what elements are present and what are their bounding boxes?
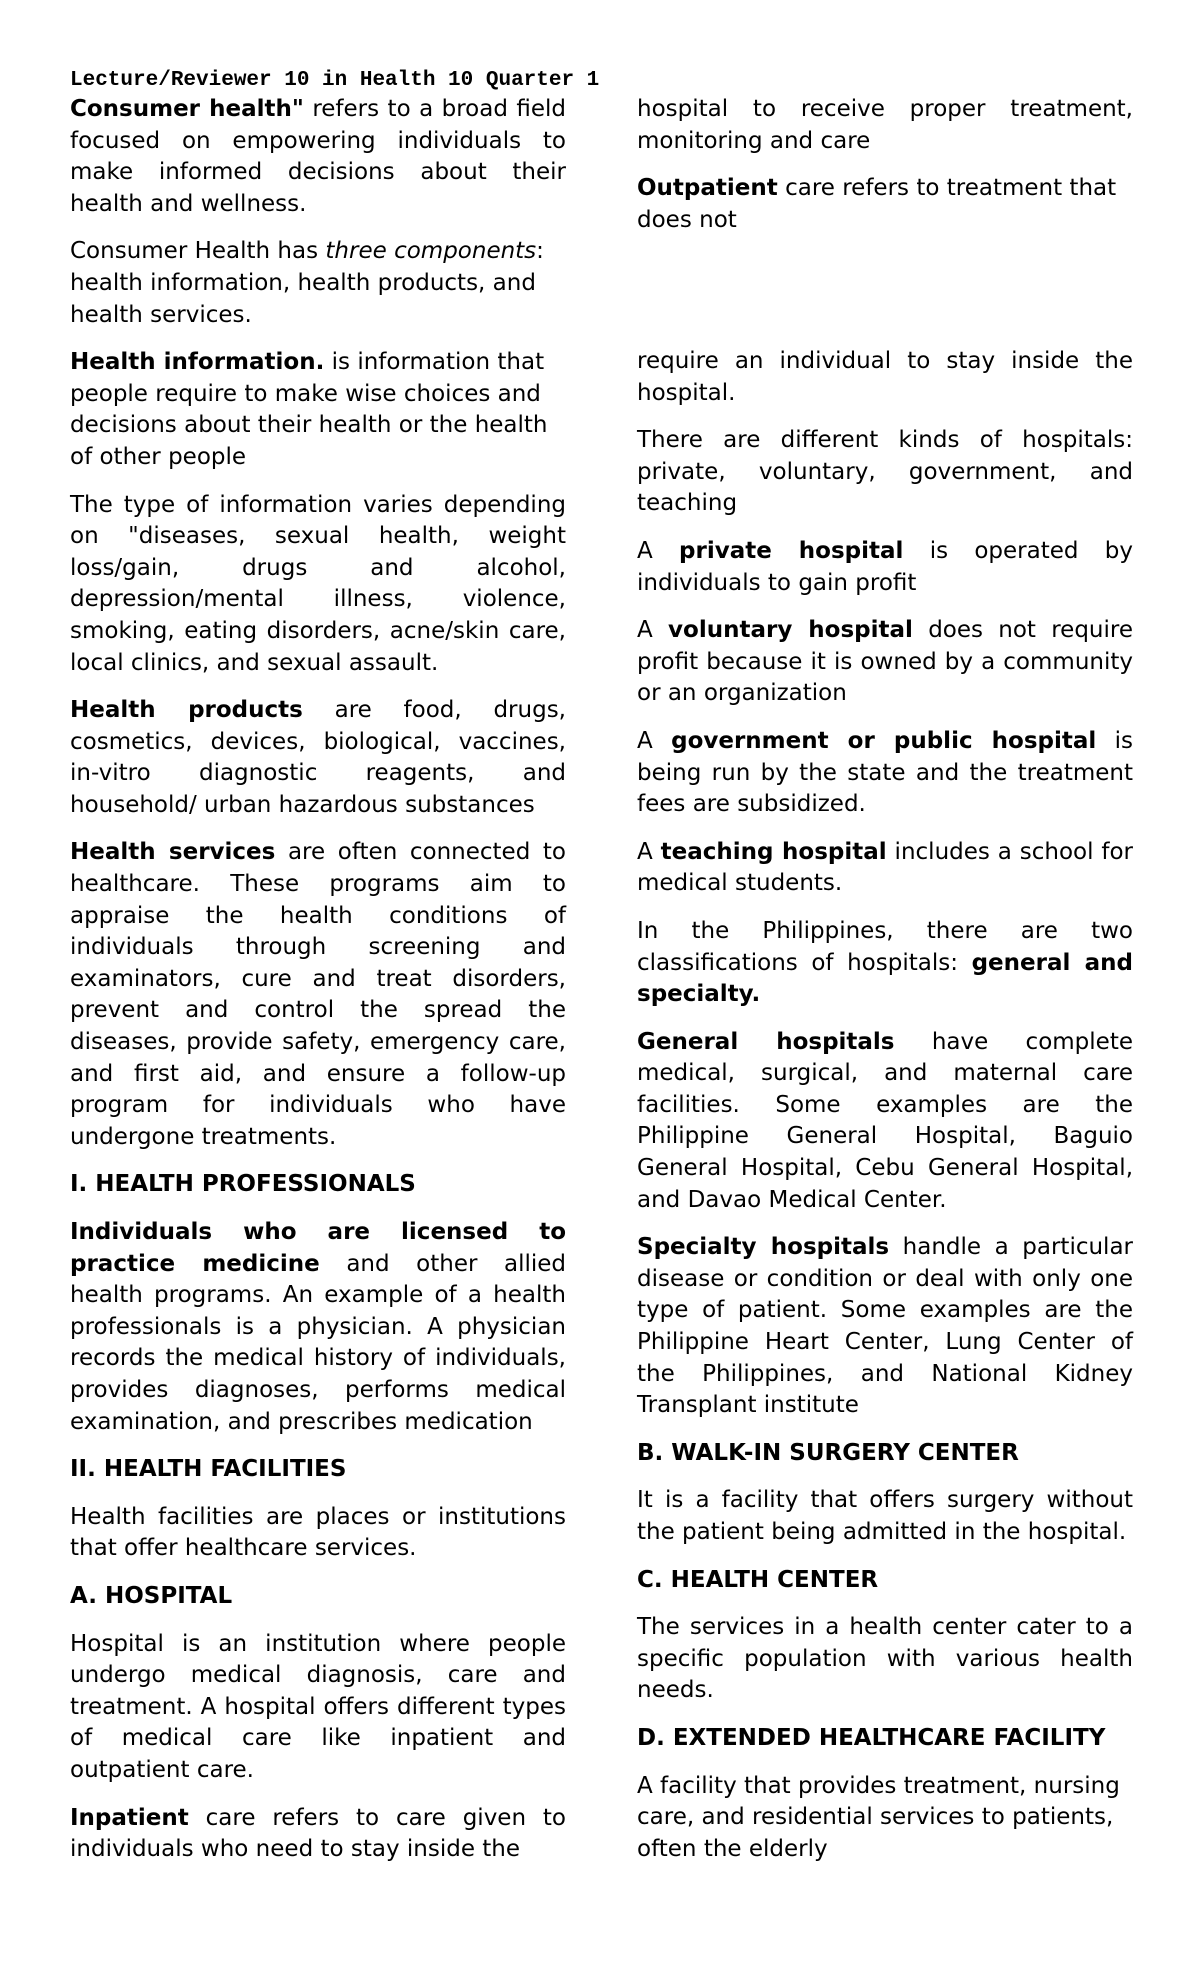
outpatient-term: Outpatient (637, 175, 778, 202)
classifications-term: general and specialty. (637, 949, 1133, 1008)
inpatient-text: care refers to care given to individuals who need to stay inside the (70, 1804, 566, 1863)
government-hospital-text: is being run by the state and the treatment fees are subsidized. (637, 727, 1134, 818)
voluntary-hospital-term: voluntary hospital (668, 617, 913, 644)
specialty-hospitals-term: Specialty hospitals (637, 1234, 890, 1261)
teaching-hospital-lead: A (637, 838, 661, 865)
health-center-text: The services in a health center cater to a specific population with various health needs. (637, 1614, 1133, 1704)
walk-in-surgery-text: It is a facility that offers surgery without the patient being admitted in the hospital. (637, 1487, 1133, 1545)
teaching-hospital-term: teaching hospital (660, 838, 887, 865)
right-column (637, 346, 1133, 1881)
health-professionals-paragraph (70, 1217, 566, 1438)
hospital-heading: A. HOSPITAL (70, 1582, 233, 1609)
voluntary-hospital-paragraph (637, 615, 1133, 710)
consumer-health-text: refers to a broad field focused on empowering individuals to make informed decisions about their health and wellness. (70, 96, 566, 217)
outpatient-continued-text: require an individual to stay inside the hospital. (637, 348, 1133, 406)
general-hospitals-term: General hospitals (637, 1028, 895, 1055)
private-hospital-paragraph (637, 536, 1133, 599)
health-professionals-text: and other allied health programs. An example of a health professionals is a physician. A physician records the medical history of individuals, provides diagnoses, performs medical examination, and prescribes medication (70, 1250, 567, 1435)
government-hospital-paragraph (637, 726, 1133, 821)
components-emphasis: three components (325, 238, 537, 265)
outpatient-text: care refers to treatment that does not (637, 175, 1117, 233)
page-header: Lecture/Reviewer 10 in Health 10 Quarter 1 (70, 69, 600, 92)
extended-healthcare-text: A facility that provides treatment, nursing care, and residential services to patients, often the elderly (637, 1772, 1120, 1862)
components-text: : health information, health products, and health services. (70, 238, 544, 328)
information-types-text: The type of information varies depending on "diseases, sexual health, weight loss/gain, drugs and alcohol, depression/mental illness, violence, smoking, eating disorders, acne/skin care, local clinics, and sexual assault. (70, 491, 566, 676)
hospital-kinds-text: There are different kinds of hospitals: private, voluntary, government, and teaching (637, 427, 1133, 517)
hospital-paragraph (70, 1629, 566, 1787)
health-facilities-text: Health facilities are places or institutions that offer healthcare services. (70, 1503, 566, 1562)
licensed-individuals-term: Individuals who are licensed to practice medicine (70, 1219, 566, 1277)
general-hospitals-text: have complete medical, surgical, and maternal care facilities. Some examples are the Philippine General Hospital, Baguio General Hospital, Cebu General Hospital, and Davao Medical Center. (637, 1028, 1133, 1213)
consumer-health-term: Consumer health" (70, 96, 304, 122)
extended-healthcare-paragraph (637, 1771, 1133, 1866)
hospital-kinds-paragraph (637, 425, 1133, 520)
voluntary-hospital-text: does not require profit because it is owned by a community or an organization (637, 617, 1133, 707)
consumer-health-paragraph (70, 94, 566, 220)
components-paragraph (70, 236, 566, 331)
private-hospital-text: is operated by individuals to gain profit (637, 537, 1133, 596)
outpatient-continued-paragraph (637, 346, 1133, 409)
inpatient-paragraph (70, 1803, 566, 1866)
general-hospitals-paragraph (637, 1027, 1133, 1217)
health-center-paragraph (637, 1612, 1133, 1707)
health-information-text: is information that people require to make wise choices and decisions about their health or the health of other people (70, 349, 548, 470)
health-products-paragraph (70, 695, 566, 821)
classifications-paragraph (637, 916, 1133, 1011)
hospital-text: Hospital is an institution where people undergo medical diagnosis, care and treatment. A hospital offers different types of medical care like inpatient and outpatient care. (70, 1630, 566, 1783)
walk-in-surgery-paragraph (637, 1485, 1133, 1548)
health-services-paragraph (70, 837, 566, 1153)
inpatient-continued-paragraph (637, 94, 1133, 157)
teaching-hospital-text: includes a school for medical students. (637, 838, 1133, 897)
health-facilities-heading: II. HEALTH FACILITIES (70, 1456, 347, 1483)
inpatient-continued-text: hospital to receive proper treatment, monitoring and care (637, 96, 1133, 154)
information-types-paragraph (70, 490, 566, 680)
classifications-text: In the Philippines, there are two classifications of hospitals: (637, 917, 1133, 976)
health-facilities-paragraph (70, 1502, 566, 1565)
health-services-text: are often connected to healthcare. These programs aim to appraise the health conditions of individuals through screening and examinators, cure and treat disorders, prevent and control the spread the diseases, provide safety, emergency care, and first aid, and ensure a follow-up program for individuals who have undergone treatments. (70, 839, 566, 1150)
teaching-hospital-paragraph (637, 837, 1133, 900)
private-hospital-lead: A (637, 537, 680, 564)
health-information-term: Health information. (70, 349, 325, 376)
health-information-paragraph (70, 347, 566, 473)
health-products-text: are food, drugs, cosmetics, devices, biological, vaccines, in-vitro diagnostic reagents, and household/ urban hazardous substances (70, 697, 566, 818)
right-column-top (637, 94, 1133, 252)
inpatient-term: Inpatient (70, 1804, 189, 1831)
specialty-hospitals-paragraph (637, 1232, 1133, 1422)
government-hospital-term: government or public hospital (671, 727, 1097, 754)
health-center-heading: C. HEALTH CENTER (637, 1566, 879, 1593)
voluntary-hospital-lead: A (637, 617, 669, 644)
walk-in-surgery-heading: B. WALK-IN SURGERY CENTER (637, 1439, 1019, 1466)
outpatient-paragraph (637, 173, 1133, 236)
health-services-term: Health services (70, 839, 276, 866)
government-hospital-lead: A (637, 727, 672, 754)
health-products-term: Health products (70, 697, 303, 724)
left-column (70, 94, 566, 1882)
components-lead: Consumer Health has (70, 238, 326, 265)
extended-healthcare-heading: D. EXTENDED HEALTHCARE FACILITY (637, 1724, 1106, 1751)
specialty-hospitals-text: handle a particular disease or condition or deal with only one type of patient. Some examples are the Philippine Heart Center, Lung Center of the Philippines, and National Kidney Transplant institute (637, 1234, 1133, 1419)
private-hospital-term: private hospital (679, 537, 904, 564)
health-professionals-heading: I. HEALTH PROFESSIONALS (70, 1171, 416, 1198)
